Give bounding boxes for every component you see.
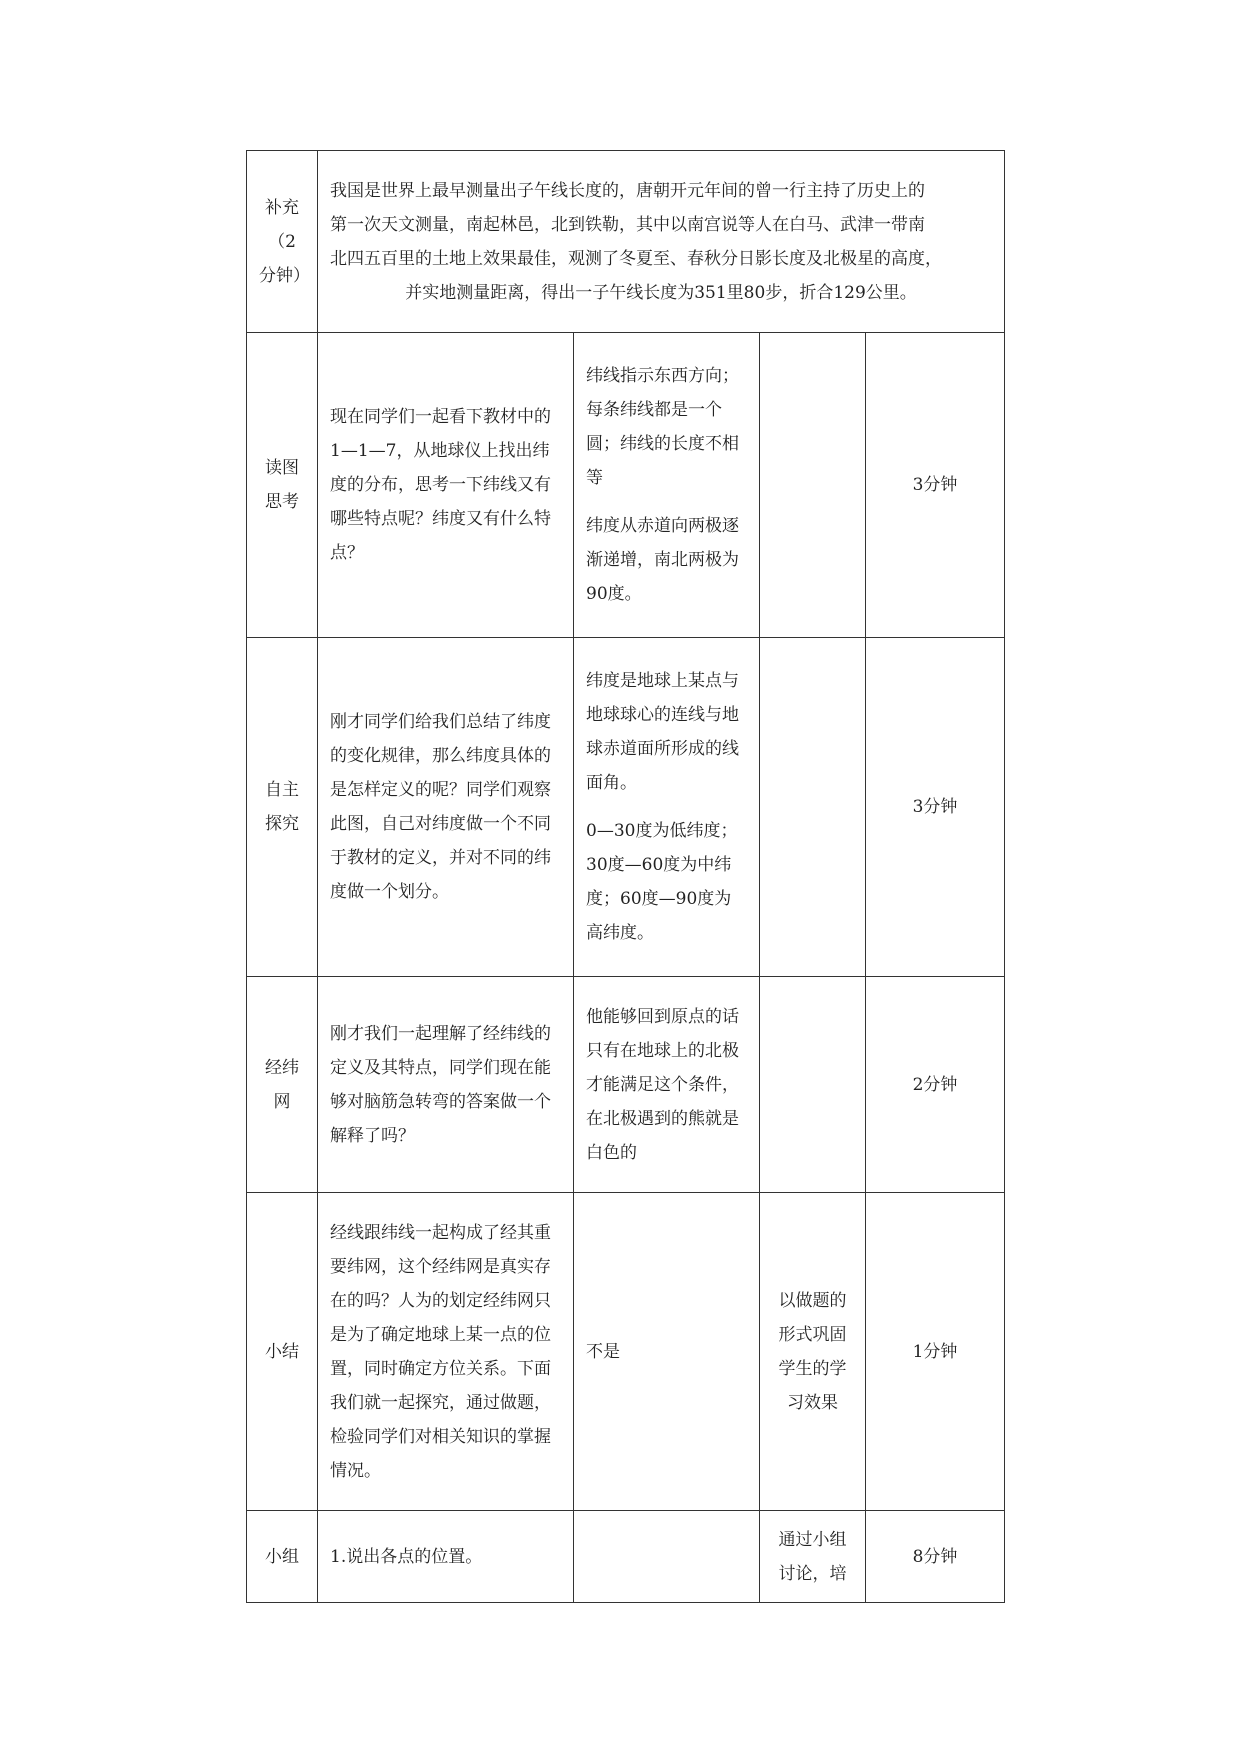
design-intent: 通过小组讨论，培	[760, 1511, 866, 1603]
design-intent: 以做题的形式巩固学生的学习效果	[760, 1193, 866, 1511]
table-row	[247, 333, 1005, 638]
teacher-activity: 经线跟纬线一起构成了经其重要纬网，这个经纬网是真实存在的吗？人为的划定经纬网只是为了确定地球上某一点的位置，同时确定方位关系。下面我们就一起探究，通过做题，检验同学们对相关知识的掌握情况。	[318, 1193, 574, 1511]
time-cell: 3分钟	[866, 333, 1005, 638]
supplement-text: 我国是世界上最早测量出子午线长度的，唐朝开元年间的曾一行主持了历史上的 第一次天文测量，南起林邑，北到铁勒，其中以南宫说等人在白马、武津一带南 北四五百里的土地上效果最佳，观测了冬夏至、春秋分日影长度及北极星的高度， 并实地测量距离，得出一子午线长度为351里80步，折合129公里。	[318, 151, 1005, 333]
row-label: 小结	[247, 1193, 318, 1511]
table-row	[247, 638, 1005, 977]
table-row	[247, 977, 1005, 1193]
teacher-activity: 刚才同学们给我们总结了纬度的变化规律，那么纬度具体的是怎样定义的呢？同学们观察此图，自己对纬度做一个不同于教材的定义，并对不同的纬度做一个划分。	[318, 638, 574, 977]
row-label: 小组	[247, 1511, 318, 1603]
table-row	[247, 151, 1005, 333]
row-label: 经纬 网	[247, 977, 318, 1193]
student-activity: 纬度是地球上某点与地球球心的连线与地球赤道面所形成的线面角。 0—30度为低纬度；30度—60度为中纬度；60度—90度为高纬度。	[574, 638, 760, 977]
student-activity: 他能够回到原点的话只有在地球上的北极才能满足这个条件，在北极遇到的熊就是白色的	[574, 977, 760, 1193]
row-label: 读图 思考	[247, 333, 318, 638]
time-cell: 2分钟	[866, 977, 1005, 1193]
row-label: 自主 探究	[247, 638, 318, 977]
table-row	[247, 1511, 1005, 1603]
lesson-plan-table	[246, 150, 1005, 1603]
student-activity: 纬线指示东西方向；每条纬线都是一个圆；纬线的长度不相等 纬度从赤道向两极逐渐递增，南北两极为90度。	[574, 333, 760, 638]
design-intent	[760, 333, 866, 638]
teacher-activity: 1.说出各点的位置。	[318, 1511, 574, 1603]
design-intent	[760, 638, 866, 977]
time-cell: 3分钟	[866, 638, 1005, 977]
table-row	[247, 1193, 1005, 1511]
time-cell: 8分钟	[866, 1511, 1005, 1603]
teacher-activity: 刚才我们一起理解了经纬线的定义及其特点，同学们现在能够对脑筋急转弯的答案做一个解释了吗？	[318, 977, 574, 1193]
design-intent	[760, 977, 866, 1193]
student-activity: 不是	[574, 1193, 760, 1511]
row-label: 补充 （2 分钟）	[247, 151, 318, 333]
teacher-activity: 现在同学们一起看下教材中的1—1—7，从地球仪上找出纬度的分布，思考一下纬线又有哪些特点呢？纬度又有什么特点？	[318, 333, 574, 638]
student-activity	[574, 1511, 760, 1603]
time-cell: 1分钟	[866, 1193, 1005, 1511]
